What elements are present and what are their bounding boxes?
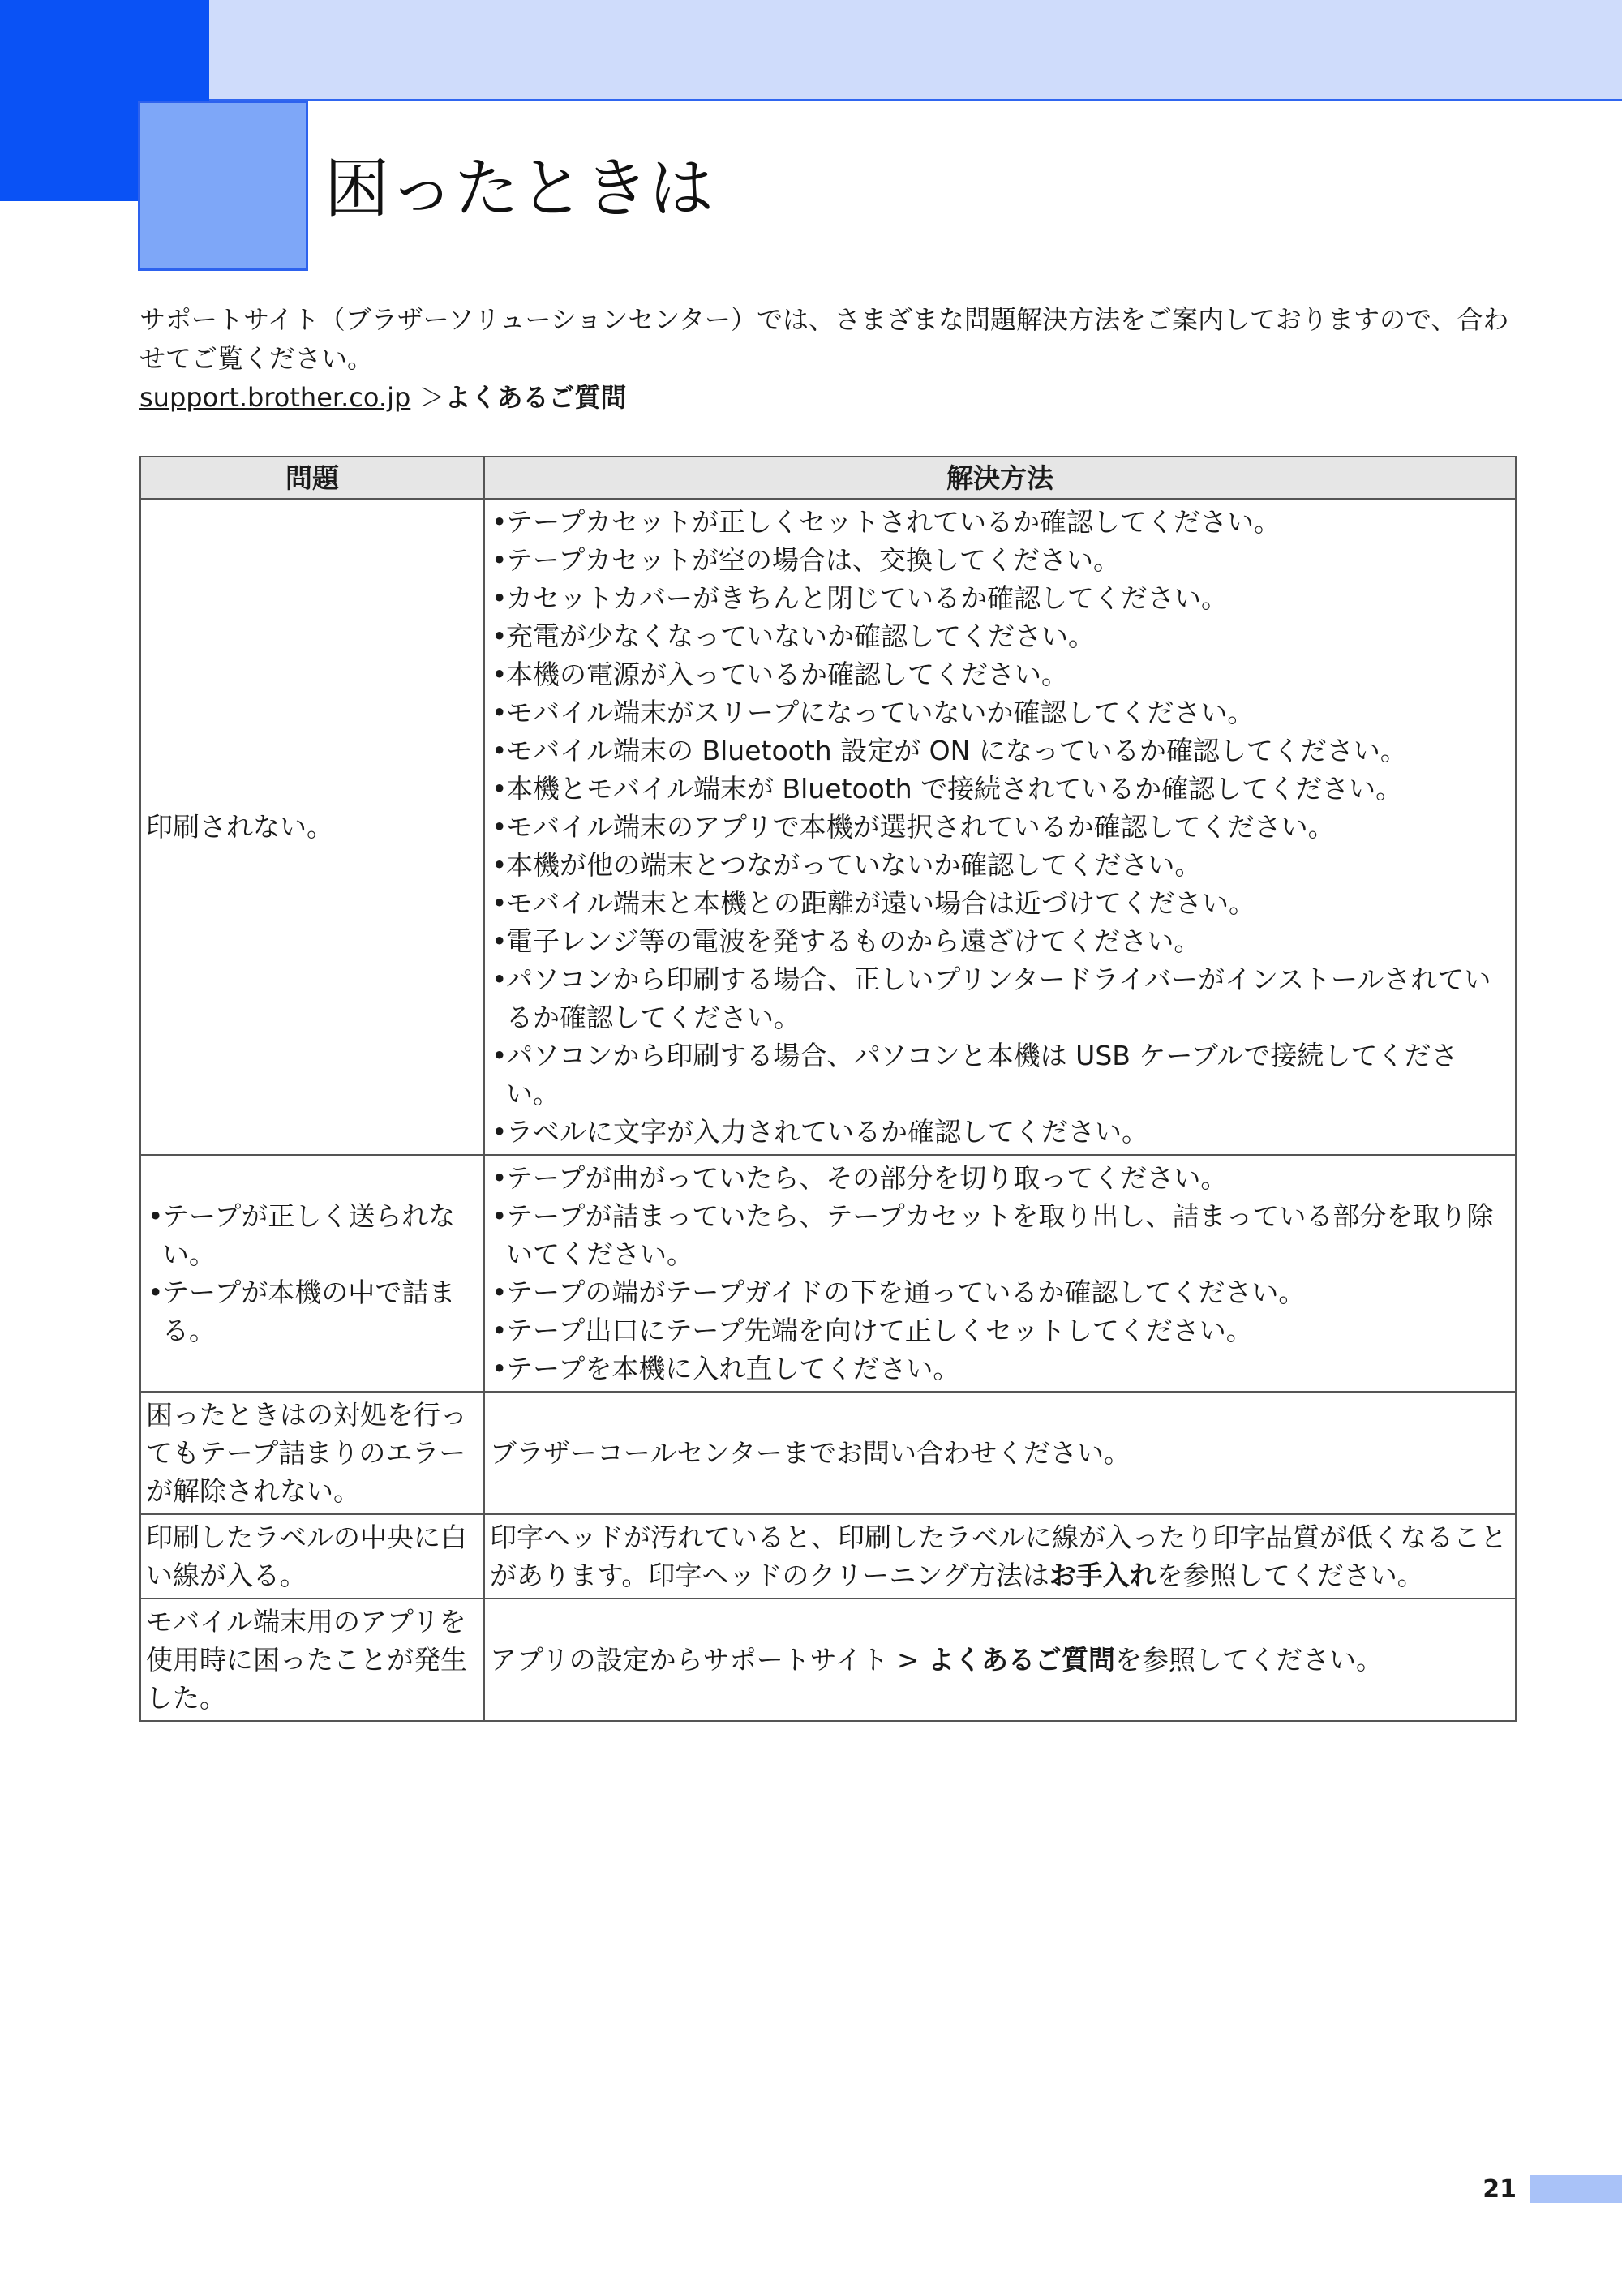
- solution-cell: ブラザーコールセンターまでお問い合わせください。: [484, 1392, 1516, 1514]
- problem-cell: 印刷されない。: [140, 499, 484, 1155]
- solution-list: [490, 1159, 1510, 1388]
- list-item: • モバイル端末のアプリで本機が選択されているか確認してください。: [490, 808, 1510, 846]
- problem-cell: 印刷したラベルの中央に白い線が入る。: [140, 1514, 484, 1599]
- list-item: • テープが本機の中で詰まる。: [146, 1273, 478, 1350]
- header-band-divider: [209, 99, 1622, 101]
- header-problem: 問題: [140, 457, 484, 499]
- solution-cell: [484, 499, 1516, 1155]
- page-title: 困ったときは: [324, 151, 714, 226]
- faq-reference: よくあるご質問: [928, 1644, 1115, 1676]
- corner-block-light: [138, 101, 308, 271]
- list-item: • テープが曲がっていたら、その部分を切り取ってください。: [490, 1159, 1510, 1197]
- maintenance-reference: お手入れ: [1049, 1560, 1156, 1591]
- solution-cell: [484, 1155, 1516, 1392]
- list-item: • ラベルに文字が入力されているか確認してください。: [490, 1113, 1510, 1151]
- solution-list: [490, 503, 1510, 1151]
- header-solution: 解決方法: [484, 457, 1516, 499]
- intro-section: [139, 300, 1518, 417]
- list-item: • モバイル端末の Bluetooth 設定が ON になっているか確認してください。: [490, 732, 1510, 770]
- top-header-band: [0, 0, 1622, 101]
- table-row: [140, 499, 1516, 1155]
- problem-cell: 困ったときはの対処を行ってもテープ詰まりのエラーが解除されない。: [140, 1392, 484, 1514]
- list-item: • テープを本機に入れ直してください。: [490, 1350, 1510, 1388]
- page-tab-marker: [1530, 2175, 1622, 2203]
- solution-cell: [484, 1514, 1516, 1599]
- list-item: • 本機とモバイル端末が Bluetooth で接続されているか確認してください。: [490, 770, 1510, 808]
- list-item: • テープの端がテープガイドの下を通っているか確認してください。: [490, 1273, 1510, 1311]
- list-item: • カセットカバーがきちんと閉じているか確認してください。: [490, 579, 1510, 617]
- table-row: [140, 1514, 1516, 1599]
- table-row: [140, 1599, 1516, 1721]
- solution-text-end: を参照してください。: [1156, 1560, 1424, 1591]
- solution-text-end: を参照してください。: [1115, 1644, 1383, 1676]
- intro-text: サポートサイト（ブラザーソリューションセンター）では、さまざまな問題解決方法をご案内しておりますので、合わせてご覧ください。: [139, 304, 1509, 374]
- troubleshooting-table: [139, 456, 1517, 1722]
- table-header-row: [140, 457, 1516, 499]
- faq-link-label: よくあるご質問: [444, 382, 627, 413]
- list-item: • 本機が他の端末とつながっていないか確認してください。: [490, 846, 1510, 884]
- support-link[interactable]: support.brother.co.jp: [139, 382, 411, 413]
- list-item: • モバイル端末がスリープになっていないか確認してください。: [490, 693, 1510, 732]
- problem-cell: モバイル端末用のアプリを使用時に困ったことが発生した。: [140, 1599, 484, 1721]
- support-link-line: [139, 378, 1518, 417]
- problem-list: [146, 1197, 478, 1350]
- list-item: • テープが正しく送られない。: [146, 1197, 478, 1273]
- solution-cell: [484, 1599, 1516, 1721]
- link-separator: ＞: [410, 382, 445, 413]
- page-number: 21: [1483, 2175, 1517, 2204]
- list-item: • 充電が少なくなっていないか確認してください。: [490, 617, 1510, 655]
- list-item: • テープカセットが正しくセットされているか確認してください。: [490, 503, 1510, 541]
- list-item: • パソコンから印刷する場合、正しいプリンタードライバーがインストールされているか確認してください。: [490, 960, 1510, 1036]
- table-row: [140, 1392, 1516, 1514]
- solution-text: アプリの設定からサポートサイト >: [490, 1644, 928, 1676]
- list-item: • テープ出口にテープ先端を向けて正しくセットしてください。: [490, 1311, 1510, 1350]
- problem-cell: [140, 1155, 484, 1392]
- list-item: • テープカセットが空の場合は、交換してください。: [490, 541, 1510, 579]
- list-item: • テープが詰まっていたら、テープカセットを取り出し、詰まっている部分を取り除いてください。: [490, 1197, 1510, 1273]
- list-item: • 電子レンジ等の電波を発するものから遠ざけてください。: [490, 922, 1510, 960]
- list-item: • モバイル端末と本機との距離が遠い場合は近づけてください。: [490, 884, 1510, 922]
- list-item: • パソコンから印刷する場合、パソコンと本機は USB ケーブルで接続してください。: [490, 1036, 1510, 1113]
- table-row: [140, 1155, 1516, 1392]
- solution-text: 印字ヘッドが汚れていると、印刷したラベルに線が入ったり印字品質が低くなることがあります。印字ヘッドのクリーニング方法は: [490, 1521, 1507, 1591]
- list-item: • 本機の電源が入っているか確認してください。: [490, 655, 1510, 693]
